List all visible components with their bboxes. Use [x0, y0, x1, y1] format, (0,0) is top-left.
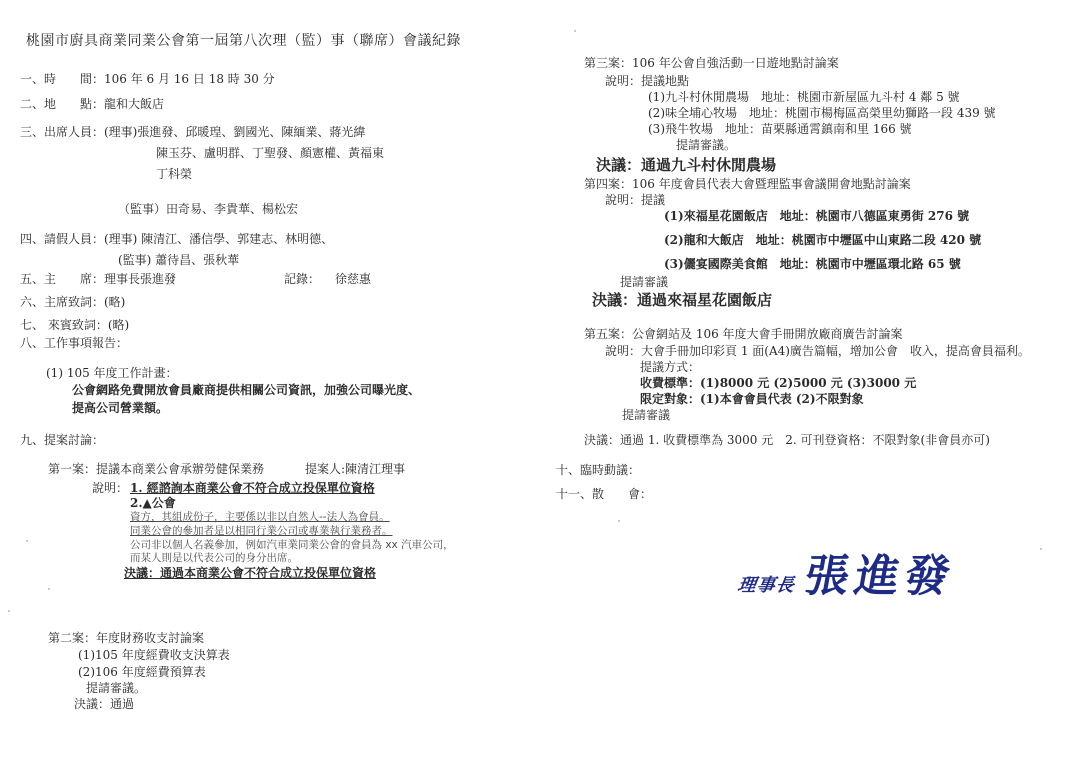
meeting-time: 一、時 間：106 年 6 月 16 日 18 時 30 分 [20, 72, 275, 86]
work-report-heading: 八、工作事項報告： [20, 336, 129, 350]
chair-speech: 六、主席致詞：(略) [20, 295, 126, 309]
scan-speck [574, 30, 576, 32]
work-plan-item: (1) 105 年度工作計畫： [46, 366, 178, 380]
case-1-detail-4: 而某人則是以代表公司的身分出席。 [130, 552, 298, 564]
case-5-resolution: 決議：通過 1. 收費標準為 3000 元 2. 可刊登資格：不限對象(非會員亦可) [584, 433, 990, 447]
work-plan-line-2: 提高公司營業額。 [72, 401, 169, 415]
case-4-resolution: 決議：通過來福星花園飯店 [592, 291, 773, 309]
scan-speck [1040, 548, 1042, 550]
case-2-resolution: 決議：通過 [74, 697, 135, 711]
proposals-heading: 九、提案討論： [20, 433, 105, 447]
adjournment: 十一、散 會： [556, 487, 653, 501]
absentees-line-2: (監事) 蕭待昌、張秋華 [118, 253, 240, 267]
attendees-line-1: 三、出席人員：(理事)張進發、邱暖瑝、劉國光、陳緬業、蔣光緯 [20, 125, 366, 139]
attendees-line-2: 陳玉芬、盧明群、丁聖發、顏憲權、黃福東 [156, 146, 385, 160]
case-1-note-2: 2.▲公會 [130, 496, 176, 510]
recorder-label: 記錄： [284, 272, 321, 286]
chairman-signature [736, 540, 960, 604]
adhoc-motions: 十、臨時動議： [556, 463, 641, 477]
case-5-fee: 收費標準：(1)8000 元 (2)5000 元 (3)3000 元 [640, 376, 917, 390]
work-plan-line-1: 公會網路免費開放會員廠商提供相關公司資訊，加強公司曝光度、 [72, 383, 421, 397]
signature-name: 張進發 [800, 551, 960, 602]
case-1-detail-3: 公司非以個人名義參加，例如汽車業同業公會的會員為 xx 汽車公司， [130, 539, 454, 551]
chairperson: 五、主 席：理事長張進發 [20, 272, 177, 286]
case-3-note: 說明：提議地點 [605, 74, 690, 88]
case-1-detail-1: 資方，其組成份子，主要係以非以自然人--法人為會員。 [130, 511, 390, 523]
case-1-note-1: 1. 經諮詢本商業公會不符合成立投保單位資格 [130, 481, 375, 495]
case-1-resolution: 決議：通過本商業公會不符合成立投保單位資格 [124, 566, 377, 580]
case-2-item-1: (1)105 年度經費收支決算表 [78, 648, 230, 662]
document-title: 桃園市廚具商業同業公會第一屆第八次理（監）事（聯席）會議紀錄 [26, 33, 461, 49]
attendees-supervisors: （監事）田奇易、李貴華、楊松宏 [118, 202, 299, 216]
case-3-option-3: (3)飛牛牧場 地址：苗栗縣通霄鎮南和里 166 號 [648, 122, 912, 136]
case-4-option-2: (2)龍和大飯店 地址：桃園市中壢區中山東路二段 420 號 [664, 233, 982, 247]
case-1-title: 第一案：提議本商業公會承辦勞健保業務 [48, 462, 265, 476]
absentees-line-1: 四、請假人員：(理事) 陳清江、潘信學、郭建志、林明德、 [20, 232, 334, 246]
case-3-request: 提請審議。 [676, 138, 737, 152]
scan-speck [8, 610, 10, 612]
case-1-detail-2: 同業公會的參加者是以相同行業公司或專業執行業務者。 [130, 525, 393, 537]
case-4-option-3: (3)儷宴國際美食館 地址：桃園市中壢區環北路 65 號 [664, 257, 961, 271]
case-1-note-label: 說明： [92, 481, 129, 495]
scan-speck [26, 540, 28, 542]
case-3-option-1: (1)九斗村休閒農場 地址：桃園市新屋區九斗村 4 鄰 5 號 [648, 90, 960, 104]
case-5-request: 提請審議 [622, 408, 671, 422]
scan-speck [618, 520, 620, 522]
case-1-proposer: 提案人:陳清江理事 [305, 462, 406, 476]
case-3-option-2: (2)味全埔心牧場 地址：桃園市楊梅區高榮里幼獅路一段 439 號 [648, 106, 996, 120]
case-5-target: 限定對象：(1)本會會員代表 (2)不限對象 [640, 392, 864, 406]
case-4-request: 提請審議 [620, 275, 669, 289]
case-4-note: 說明：提議 [605, 193, 666, 207]
scan-speck [48, 588, 50, 590]
case-5-note: 說明：大會手冊加印彩頁 1 面(A4)廣告篇幅，增加公會 收入，提高會員福利。 [605, 344, 1030, 358]
meeting-place: 二、地 點：龍和大飯店 [20, 97, 165, 111]
signature-role: 理事長 [736, 575, 797, 596]
case-4-option-1: (1)來福星花園飯店 地址：桃園市八德區東勇街 276 號 [664, 209, 970, 223]
case-3-resolution: 決議：通過九斗村休閒農場 [596, 156, 777, 174]
case-3-title: 第三案：106 年公會自強活動一日遊地點討論案 [584, 56, 839, 70]
recorder-name: 徐慈惠 [335, 272, 372, 286]
case-2-title: 第二案：年度財務收支討論案 [48, 631, 205, 645]
case-5-title: 第五案：公會網站及 106 年度大會手冊開放廠商廣告討論案 [584, 327, 903, 341]
case-2-item-2: (2)106 年度經費預算表 [78, 665, 206, 679]
guest-speech: 七、 來賓致詞：(略) [20, 318, 130, 332]
case-5-method: 提議方式： [640, 360, 701, 374]
case-2-request: 提請審議。 [86, 681, 147, 695]
case-4-title: 第四案：106 年度會員代表大會暨理監事會議開會地點討論案 [584, 177, 911, 191]
attendees-line-3: 丁科榮 [156, 167, 193, 181]
